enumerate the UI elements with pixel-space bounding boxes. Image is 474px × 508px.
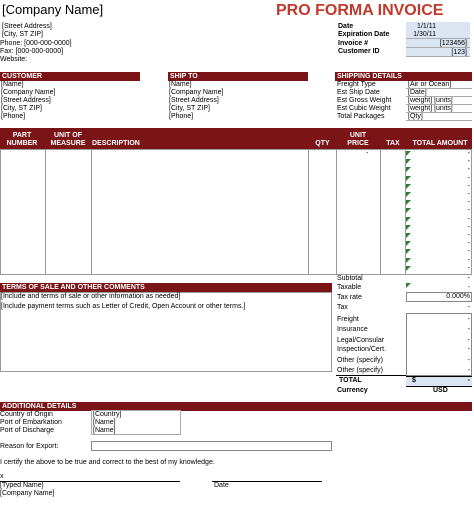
date-value[interactable]: 1/1/11: [417, 23, 436, 30]
company-fax: Fax: [000-000-0000]: [0, 48, 64, 55]
customer-line: [Phone]: [1, 113, 26, 120]
tax-flag-indicator: [406, 258, 411, 263]
col-divider: [380, 149, 381, 275]
tax-flag-indicator: [406, 200, 411, 205]
col-divider: [308, 149, 309, 275]
inspection-label: Inspection/Cert.: [337, 346, 387, 353]
row-total-value: -: [467, 215, 470, 223]
row-total-value: -: [467, 174, 470, 182]
customer-line: [City, ST ZIP]: [1, 105, 42, 112]
tax-flag-indicator: [406, 192, 411, 197]
page-title: PRO FORMA INVOICE: [276, 2, 444, 19]
shipping-underline: [406, 120, 472, 121]
other2-label: Other (specify): [337, 367, 383, 374]
row-total-value: -: [467, 150, 470, 157]
col-tax: TAX: [386, 140, 400, 147]
subtotal-value: -: [467, 275, 470, 282]
customer-line: [Name]: [1, 81, 24, 88]
signer-name: [Typed Name]: [0, 482, 44, 489]
tax-flag-indicator: [406, 266, 411, 271]
company-name: [Company Name]: [2, 2, 104, 17]
tax-flag-indicator: [406, 241, 411, 246]
company-city: [City, ST ZIP]: [2, 31, 43, 38]
shipping-underline: [406, 112, 472, 113]
signer-company: [Company Name]: [0, 490, 55, 497]
shipping-value[interactable]: [Date]: [408, 89, 427, 96]
reason-field[interactable]: [91, 441, 332, 451]
tax-rate-value: 0.000%: [446, 293, 470, 300]
row-total-value: -: [467, 158, 470, 166]
row-total-value: -: [467, 264, 470, 272]
col-unit-price: UNIT PRICE: [347, 132, 369, 147]
shipping-value[interactable]: [Air or Ocean]: [408, 81, 452, 88]
shipping-label: Est Cubic Weight: [337, 105, 391, 112]
tax-flag-indicator: [406, 176, 411, 181]
company-street: [Street Address]: [2, 23, 52, 30]
col-divider: [91, 149, 92, 275]
col-part: PART NUMBER: [6, 132, 38, 147]
customer-header: CUSTOMER: [0, 72, 140, 81]
customer-line: [Street Address]: [1, 97, 51, 104]
col-qty: QTY: [315, 140, 330, 147]
ship-to-header: SHIP TO: [168, 72, 308, 81]
other2-underline: [336, 375, 406, 376]
ship-to-line: [Street Address]: [169, 97, 219, 104]
customer-line: [Company Name]: [1, 89, 56, 96]
legal-label: Legal/Consular: [337, 337, 385, 344]
row-total-value: -: [467, 232, 470, 239]
tax-flag-indicator: [406, 217, 411, 222]
tax-flag-indicator: [406, 233, 411, 238]
terms-line: [Include payment terms such as Letter of Credit, Open Account or other terms.]: [1, 303, 246, 310]
customer-id-value[interactable]: [123]: [406, 48, 470, 57]
company-phone: Phone: [000-000-0000]: [0, 40, 72, 47]
country-value[interactable]: [Country]: [93, 411, 122, 418]
other1-label: Other (specify): [337, 357, 383, 364]
shipping-label: Total Packages: [337, 113, 385, 120]
tax-flag-indicator: [406, 151, 411, 156]
total-currency-symbol: $: [412, 377, 416, 384]
row-total-value: -: [467, 223, 470, 231]
invoice-value[interactable]: [123456]: [406, 39, 470, 48]
shipping-value[interactable]: [Qty]: [408, 113, 423, 120]
freight-label: Freight: [337, 316, 359, 323]
shipping-label: Est Gross Weight: [337, 97, 392, 104]
charge-value: -: [467, 367, 470, 374]
taxable-label: Taxable: [337, 284, 362, 291]
items-table-body[interactable]: [0, 149, 472, 275]
tax-flag-indicator: [406, 225, 411, 230]
terms-line: [Include and terms of sale or other information as needed]: [1, 293, 181, 300]
additional-field-box: [91, 410, 181, 435]
terms-header: TERMS OF SALE AND OTHER COMMENTS: [0, 283, 332, 292]
row-total-value: -: [467, 191, 470, 198]
shipping-header: SHIPPING DETAILS: [335, 72, 472, 81]
ship-to-line: [Phone]: [169, 113, 194, 120]
additional-header: ADDITIONAL DETAILS: [0, 402, 472, 411]
embark-value[interactable]: [Name]: [93, 419, 116, 426]
date-label: Date: [338, 23, 354, 30]
embark-label: Port of Embarkation: [0, 419, 62, 426]
company-website: Website:: [0, 56, 28, 63]
charge-value: -: [467, 346, 470, 353]
invoice-label: Invoice #: [338, 40, 368, 47]
row-total-value: -: [467, 182, 470, 190]
currency-value[interactable]: USD: [433, 387, 448, 394]
shipping-label: Freight Type: [337, 81, 376, 88]
insurance-label: Insurance: [337, 326, 368, 333]
tax-rate-label: Tax rate: [337, 294, 362, 301]
row-total-value: -: [467, 199, 470, 207]
row-total-value: -: [467, 240, 470, 248]
customer-id-label: Customer ID: [338, 48, 380, 55]
ship-to-line: [City, ST ZIP]: [169, 105, 210, 112]
col-unit-measure: UNIT OF MEASURE: [50, 132, 86, 147]
ship-to-line: [Name]: [169, 81, 192, 88]
shipping-underline: [406, 96, 472, 97]
certify-text: I certify the above to be true and correct to the best of my knowledge.: [0, 459, 215, 466]
charge-value: -: [467, 337, 470, 344]
shipping-underline: [406, 88, 472, 89]
unit-price-first: -: [366, 150, 369, 157]
col-divider: [336, 149, 337, 275]
row-total-value: -: [467, 207, 470, 215]
tax-flag-indicator: [406, 249, 411, 254]
shipping-value[interactable]: [weight] [units]: [408, 105, 453, 112]
shipping-underline: [406, 104, 472, 105]
expiration-value[interactable]: 1/30/11: [413, 31, 436, 38]
tax-label: Tax: [337, 304, 348, 311]
charge-value: -: [467, 316, 470, 323]
col-divider: [45, 149, 46, 275]
total-label: TOTAL: [339, 377, 362, 384]
signature-date-label: Date: [214, 482, 229, 489]
tax-flag-indicator: [406, 184, 411, 189]
country-label: Country of Origin: [0, 411, 53, 418]
subtotal-label: Subtotal: [337, 275, 363, 282]
row-total-value: -: [467, 248, 470, 256]
taxable-value: -: [467, 284, 470, 291]
tax-value: -: [467, 304, 470, 311]
taxable-indicator: [406, 283, 411, 288]
tax-flag-indicator: [406, 159, 411, 164]
col-description: DESCRIPTION: [92, 140, 140, 147]
row-total-value: -: [467, 256, 470, 264]
charge-value: -: [467, 357, 470, 364]
charges-input[interactable]: [406, 313, 472, 376]
tax-flag-indicator: [406, 167, 411, 172]
expiration-label: Expiration Date: [338, 31, 390, 38]
currency-label: Currency: [337, 387, 368, 394]
ship-to-line: [Company Name]: [169, 89, 224, 96]
charge-value: -: [467, 326, 470, 333]
signature-x: x: [0, 473, 4, 480]
total-value: -: [467, 377, 470, 384]
reason-label: Reason for Export:: [0, 443, 59, 450]
col-total: TOTAL AMOUNT: [412, 140, 468, 147]
shipping-label: Est Ship Date: [337, 89, 380, 96]
shipping-value[interactable]: [weight] [units]: [408, 97, 453, 104]
tax-flag-indicator: [406, 208, 411, 213]
row-total-value: -: [467, 166, 470, 174]
discharge-label: Port of Discharge: [0, 427, 55, 434]
discharge-value[interactable]: [Name]: [93, 427, 116, 434]
